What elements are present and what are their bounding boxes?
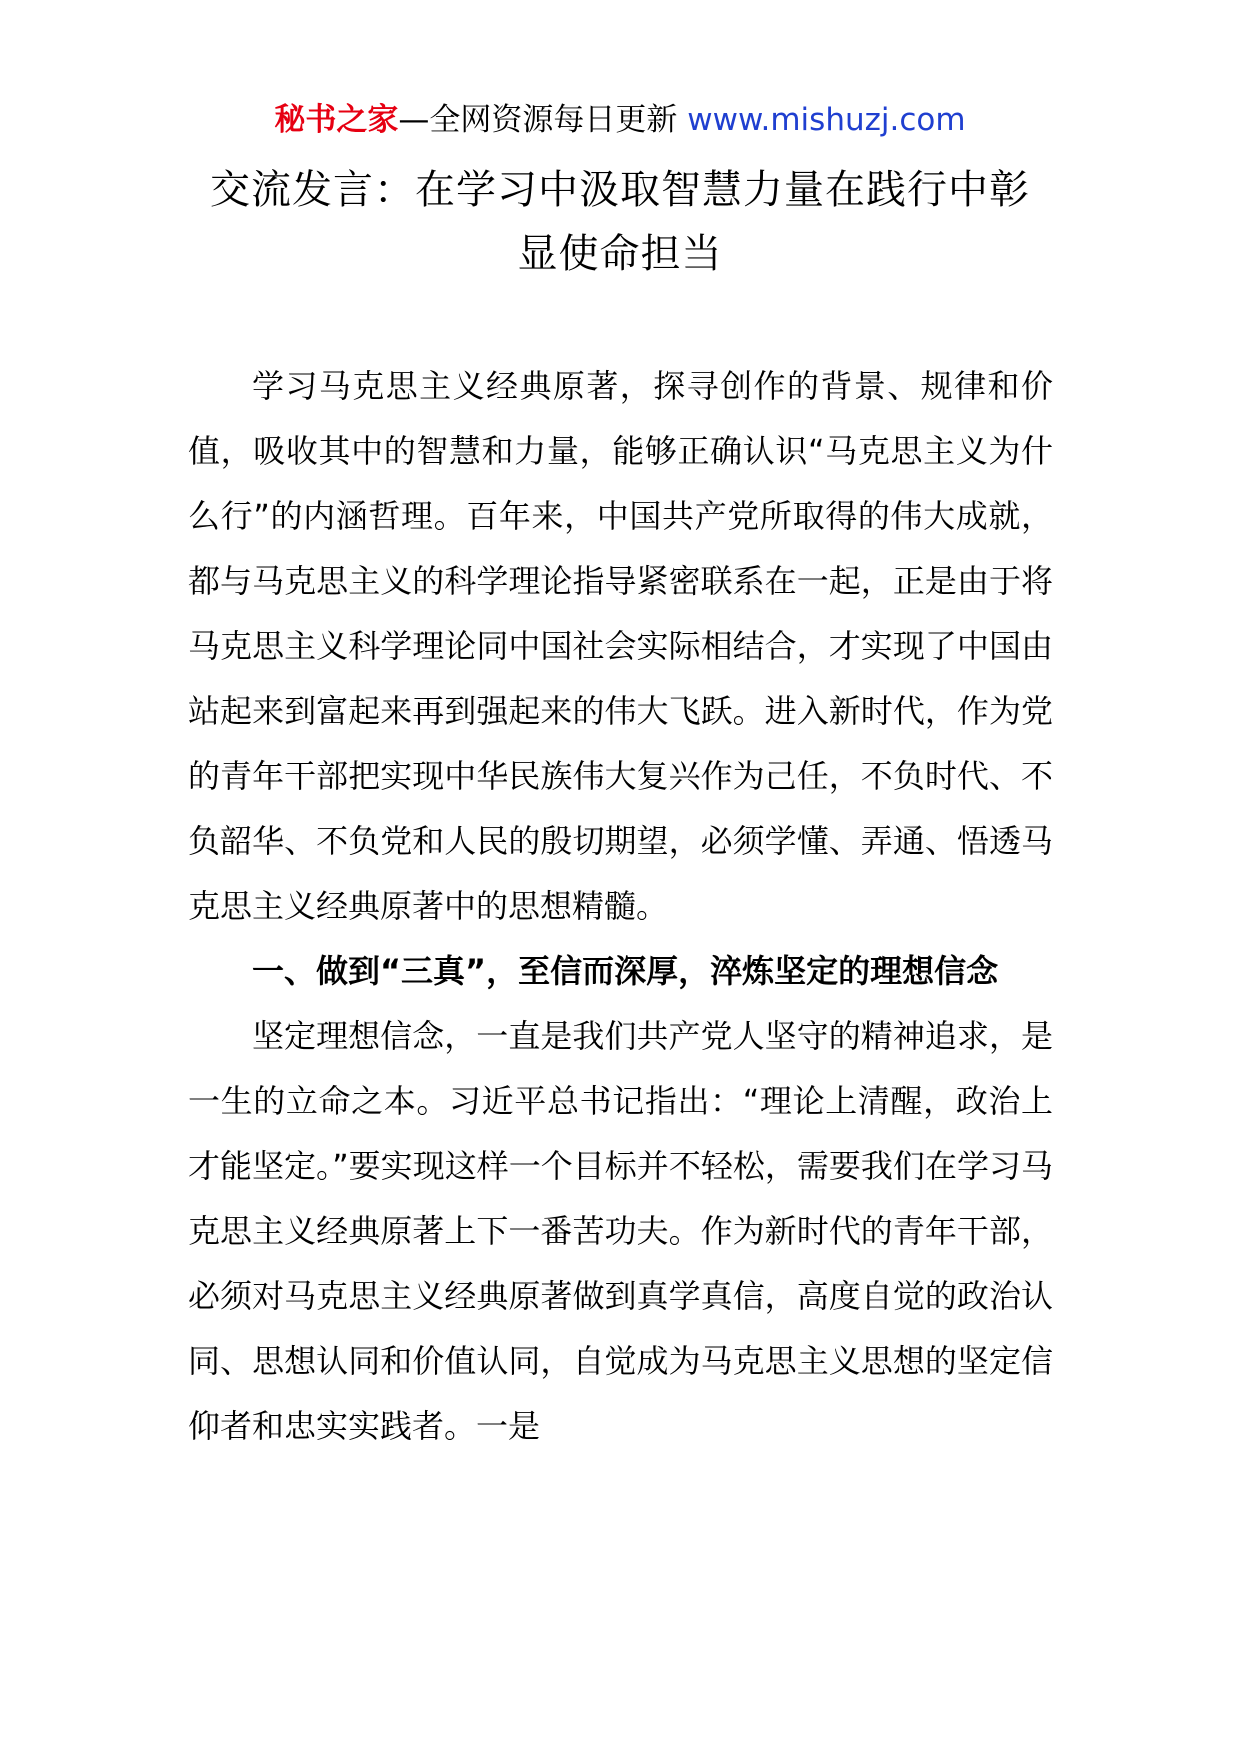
- document-title: 交流发言：在学习中汲取智慧力量在践行中彰显使命担当: [210, 167, 1030, 277]
- section-heading: 一、做到“三真”，至信而深厚，淬炼坚定的理想信念: [252, 952, 999, 990]
- site-brand: 秘书之家: [274, 102, 399, 138]
- site-url-link[interactable]: www.mishuzj.com: [687, 102, 966, 138]
- document-body: [188, 354, 1053, 1459]
- body-paragraph: 坚定理想信念，一直是我们共产党人坚守的精神追求，是一生的立命之本。习近平总书记指出：“理论上清醒，政治上才能坚定。”要实现这样一个目标并不轻松，需要我们在学习马克思主义经典原著上下一番苦功夫。作为新时代的青年干部，必须对马克思主义经典原著做到真学真信，高度自觉的政治认同、思想认同和价值认同，自觉成为马克思主义思想的坚定信仰者和忠实实践者。一是: [188, 1017, 1053, 1445]
- site-header: [0, 98, 1240, 142]
- site-slogan: —全网资源每日更新: [398, 102, 688, 138]
- body-paragraph: 学习马克思主义经典原著，探寻创作的背景、规律和价值，吸收其中的智慧和力量，能够正确认识“马克思主义为什么行”的内涵哲理。百年来，中国共产党所取得的伟大成就，都与马克思主义的科学理论指导紧密联系在一起，正是由于将马克思主义科学理论同中国社会实际相结合，才实现了中国由站起来到富起来再到强起来的伟大飞跃。进入新时代，作为党的青年干部把实现中华民族伟大复兴作为己任，不负时代、不负韶华、不负党和人民的殷切期望，必须学懂、弄通、悟透马克思主义经典原著中的思想精髓。: [188, 367, 1053, 925]
